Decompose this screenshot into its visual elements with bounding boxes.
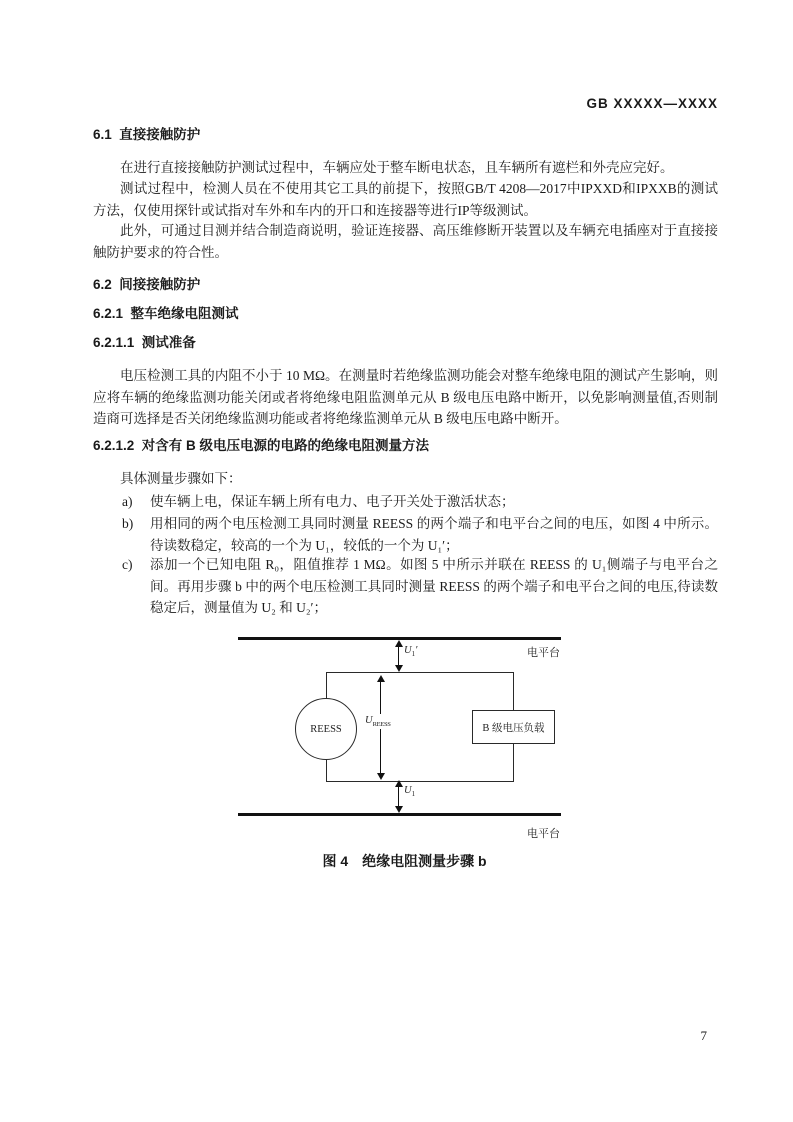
reess-circle: [295, 698, 357, 760]
step-marker-c: c): [122, 557, 133, 572]
platform-line-bottom: [238, 813, 561, 816]
paragraph-steps-intro: 具体测量步骤如下：: [120, 471, 242, 486]
section-heading-6-2: 6.2 间接接触防护: [93, 277, 201, 292]
step-marker-a: a): [122, 494, 133, 509]
paragraph-6-2-1-1: 电压检测工具的内阻不小于 10 MΩ。在测量时若绝缘监测功能会对整车绝缘电阻的测试产生影响，则应将车辆的绝缘监测功能关闭或者将绝缘电阻监测单元从 B 级电压电路中断开，以免影响测量值,否则制造商可选择是否关闭绝缘监测功能或者将绝缘监测单元从 B 级电压电路中断开。: [93, 368, 718, 427]
u1-prime-label: $U_1'$: [404, 645, 418, 659]
u-reess-label: $U_{REESS}$: [362, 714, 394, 729]
section-heading-6-2-1: 6.2.1 整车绝缘电阻测试: [93, 306, 239, 321]
figure-4-diagram: [0, 630, 793, 855]
b-class-load-box: [472, 710, 555, 744]
section-heading-6-2-1-1: 6.2.1.1 测试准备: [93, 335, 196, 350]
platform-label-bottom: 电平台: [527, 828, 560, 840]
u1-double-arrow-icon: [394, 780, 403, 813]
page-number: 7: [700, 1028, 707, 1043]
b-class-load-label: B 级电压负载: [482, 722, 545, 734]
paragraph-6-1-a: 在进行直接接触防护测试过程中，车辆应处于整车断电状态，且车辆所有遮栏和外壳应完好。: [120, 160, 674, 175]
section-heading-6-2-1-2: 6.2.1.2 对含有 B 级电压电源的电路的绝缘电阻测量方法: [93, 438, 430, 453]
figure-4-caption: 图 4 绝缘电阻测量步骤 b: [322, 853, 487, 869]
step-text-c: 添加一个已知电阻 R₀，阻值推荐 1 MΩ。如图 5 中所示并联在 REESS 的 U₁侧端子与电平台之间。再用步骤 b 中的两个电压检测工具同时测量 REESS 的两个端子和电平台之间的电压,待读数稳定后，测量值为 U₂ 和 U₂′；: [150, 557, 718, 616]
step-text-a: 使车辆上电，保证车辆上所有电力、电子开关处于激活状态；: [150, 494, 515, 509]
platform-label-top: 电平台: [527, 647, 560, 659]
paragraph-6-1-b: 测试过程中，检测人员在不使用其它工具的前提下，按照GB/T 4208—2017中IPXXD和IPXXB的测试方法，仅使用探针或试指对车外和车内的开口和连接器等进行IP等级测试。: [93, 181, 718, 218]
step-item-b: [93, 513, 718, 556]
paragraph-6-1-c: 此外，可通过目测并结合制造商说明，验证连接器、高压维修断开装置以及车辆充电插座对于直接接触防护要求的符合性。: [93, 223, 718, 260]
document-header-code: GB XXXXX—XXXX: [586, 96, 718, 111]
step-item-c: [93, 554, 718, 619]
u1-label: $U_1$: [404, 785, 416, 799]
step-marker-b: b): [122, 516, 134, 531]
u1-prime-double-arrow-icon: [394, 640, 403, 672]
step-item-a: [93, 491, 718, 513]
step-text-b: 用相同的两个电压检测工具同时测量 REESS 的两个端子和电平台之间的电压，如图 4 中所示。待读数稳定，较高的一个为 U₁，较低的一个为 U₁′；: [150, 516, 718, 553]
section-heading-6-1: 6.1 直接接触防护: [93, 127, 201, 142]
reess-label: REESS: [310, 723, 342, 735]
